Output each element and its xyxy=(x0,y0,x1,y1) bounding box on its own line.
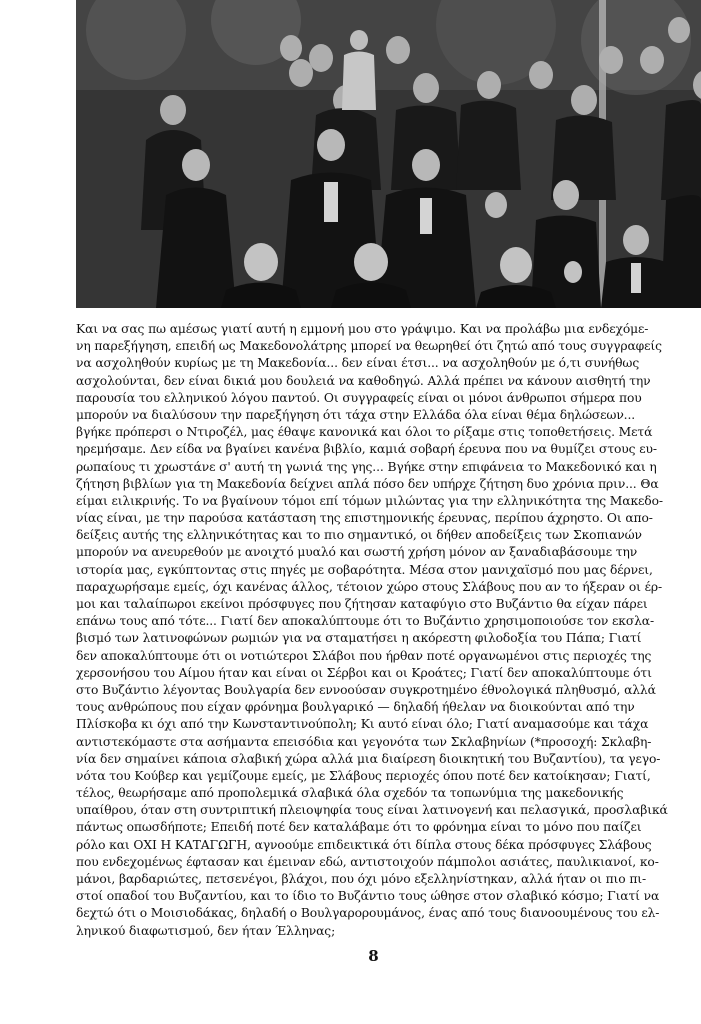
text-line: ηρεμήσαμε. Δεν είδα να βγαίνει κανένα βιβλίο, καμιά σοβαρή έρευνα που να θυμίζει στους ευ- xyxy=(76,442,657,457)
text-line: ιστορία μας, εγκύπτοντας στις πηγές με σοβαρότητα. Μέσα στον μανιχαϊσμό που μας δέρνει, xyxy=(76,562,653,577)
text-line: ληνικού διαφωτισμού, δεν ήταν Έλληνας; xyxy=(76,923,336,938)
text-line: δεν αποκαλύπτουμε ότι οι νοτιώτεροι Σλάβοι που ήρθαν ποτέ οργανωμένοι στις περιοχές της xyxy=(76,648,652,663)
text-line: βισμό των λατινοφώνων ρωμιών για να σταματήσει η ακόρεστη φιλοδοξία του Πάπα; Γιατί xyxy=(76,631,642,646)
text-line: πάντως οπωσδήποτε; Επειδή ποτέ δεν καταλάβαμε ότι το φρόνημα είναι το μόνο που παίζει xyxy=(76,820,642,835)
text-line: νότα του Κούβερ και γεμίζουμε εμείς, με Σλάβους περιοχές όπου ποτέ δεν κατοίκησαν; Γιατί, xyxy=(76,768,651,783)
text-line: είμαι ειλικρινής. Το να βγαίνουν τόμοι επί τόμων μιλώντας για την ελληνικότητα της Μακεδο- xyxy=(76,493,663,508)
text-line: στο Βυζάντιο λέγοντας Βουλγαρία δεν εννοούσαν συγκροτημένο έθνολογικά πληθυσμό, αλλά xyxy=(76,682,656,697)
text-line: τους ανθρώπους που είχαν φρόνημα βουλγαρικό — δηλαδή ήθελαν να διοικούνται από την xyxy=(76,700,635,715)
text-line: που ενδεχομένως έφτασαν και έμειναν εδώ, αντιστοιχούν πάμπολοι ασιάτες, παυλικιανοί, κο- xyxy=(76,854,659,869)
text-line: Και να σας πω αμέσως γιατί αυτή η εμμονή μου στο γράψιμο. Και να προλάβω μια ενδεχόμε- xyxy=(76,322,649,336)
text-line: επάνω τους από τότε... Γιατί δεν αποκαλύπτουμε ότι το Βυζάντιο χρησιμοποιούσε τον εκσλα- xyxy=(76,614,654,629)
text-line: παρουσία του ελληνικού λόγου παντού. Οι συγγραφείς είναι οι μόνοι άνθρωποι σήμερα που xyxy=(76,390,642,405)
text-line: ασχολούνται, δεν είναι δικιά μου δουλειά να καθοδηγώ. Αλλά πρέπει να κάνουν αισθητή την xyxy=(76,373,651,388)
text-line: μπορούν να διαλύσουν την παρεξήγηση ότι τάχα στην Ελλάδα όλα είναι θέμα δηλώσεων... xyxy=(76,407,636,422)
page-number: 8 xyxy=(368,947,379,965)
text-line: χερσονήσου του Αίμου ήταν και είναι οι Σέρβοι και οι Κροάτες; Γιατί δεν αποκαλύπτουμε ότι xyxy=(76,665,652,680)
photo-figures xyxy=(76,0,701,308)
text-line: νη παρεξήγηση, επειδή ως Μακεδονολάτρης μπορεί να θεωρηθεί ότι ζητώ από τους συγγραφείς xyxy=(76,339,662,354)
text-line: να ασχοληθούν κυρίως με τη Μακεδονία... δεν είναι έτσι... να ασχοληθούν με ό,τι συνήθως xyxy=(76,356,640,371)
text-line: μάνοι, βαρδαριώτες, πετσενέγοι, βλάχοι, που όχι μόνο εξελληνίστηκαν, αλλά ήταν οι πιο πι- xyxy=(76,872,647,886)
text-line: ζήτηση βιβλίων για τη Μακεδονία δείχνει απλά πόσο δεν υπήρχε ζήτηση δυο χρόνια πριν... Θα xyxy=(76,476,659,491)
text-line: βγήκε πρόπερσι ο Ντιροζέλ, μας έθαψε κανονικά και όλοι το ρίξαμε στις τοποθετήσεις. Μετά xyxy=(76,425,653,440)
text-line: μοι και ταλαίπωροι εκείνοι πρόσφυγες που ζήτησαν καταφύγιο στο Βυζάντιο θα είχαν πάρει xyxy=(76,597,648,611)
text-line: παραχωρήσαμε εμείς, όχι κανένας άλλος, τέτοιον χώρο στους Σλάβους που αν το ήξεραν οι έρ- xyxy=(76,579,662,594)
text-line: μπορούν να ανευρεθούν με ανοιχτό μυαλό και σωστή χρήση μόνον αν ξαναδιαβάσουμε την xyxy=(76,545,638,560)
text-line: ρωπαίους τι χρωστάνε σ' αυτή τη γωνιά της γης... Βγήκε στην επιφάνεια το Μακεδονικό και η xyxy=(76,459,657,474)
body-text xyxy=(76,321,700,940)
text-line: Πλίσκοβα κι όχι από την Κωνσταντινούπολη; Κι αυτό είναι όλο; Γιατί αναμασούμε και τάχα xyxy=(76,717,649,732)
text-line: δεχτώ ότι ο Μοισιοδάκας, δηλαδή ο Βουλγαρορουμάνος, ένας από τους διανοουμένους του ελ- xyxy=(76,906,660,921)
text-line: νία δεν σημαίνει κάποια σλαβική χώρα αλλά μια διαίρεση διοικητική του Βυζαντίου), τα γεγο- xyxy=(76,751,661,766)
text-line: δείξεις αυτής της ελληνικότητας και το πιο σημαντικό, οι δήθεν αποδείξεις των Σκοπιανών xyxy=(76,528,642,543)
text-line: ρόλο και ΟΧΙ Η ΚΑΤΑΓΩΓΗ, αγνοούμε επιδεικτικά ότι δίπλα στους δέκα πρόσφυγες Σλάβους xyxy=(76,837,652,852)
group-portrait-photo xyxy=(76,0,701,308)
text-line: στοί οπαδοί του Βυζαντίου, και το ίδιο το Βυζάντιο τους ώθησε στον σλαβικό κόσμο; Γιατί να xyxy=(76,889,660,904)
text-line: τέλος, θεωρήσαμε από προπολεμικά σλαβικά όλα σχεδόν τα τοπωνύμια της μακεδονικής xyxy=(76,786,624,801)
text-line: νίας είναι, με την παρούσα κατάσταση της επιστημονικής έρευνας, περίπου άχρηστο. Οι απο- xyxy=(76,511,653,526)
text-line: υπαίθρου, όταν στη συντριπτική πλειοψηφία τους είναι λατινογενή και πελασγικά, προσλαβικά xyxy=(76,803,668,818)
text-line: αντιστεκόμαστε στα ασήμαντα επεισόδια και γεγονότα των Σκλαβηνίων (*προσοχή: Σκλαβη- xyxy=(76,734,652,749)
